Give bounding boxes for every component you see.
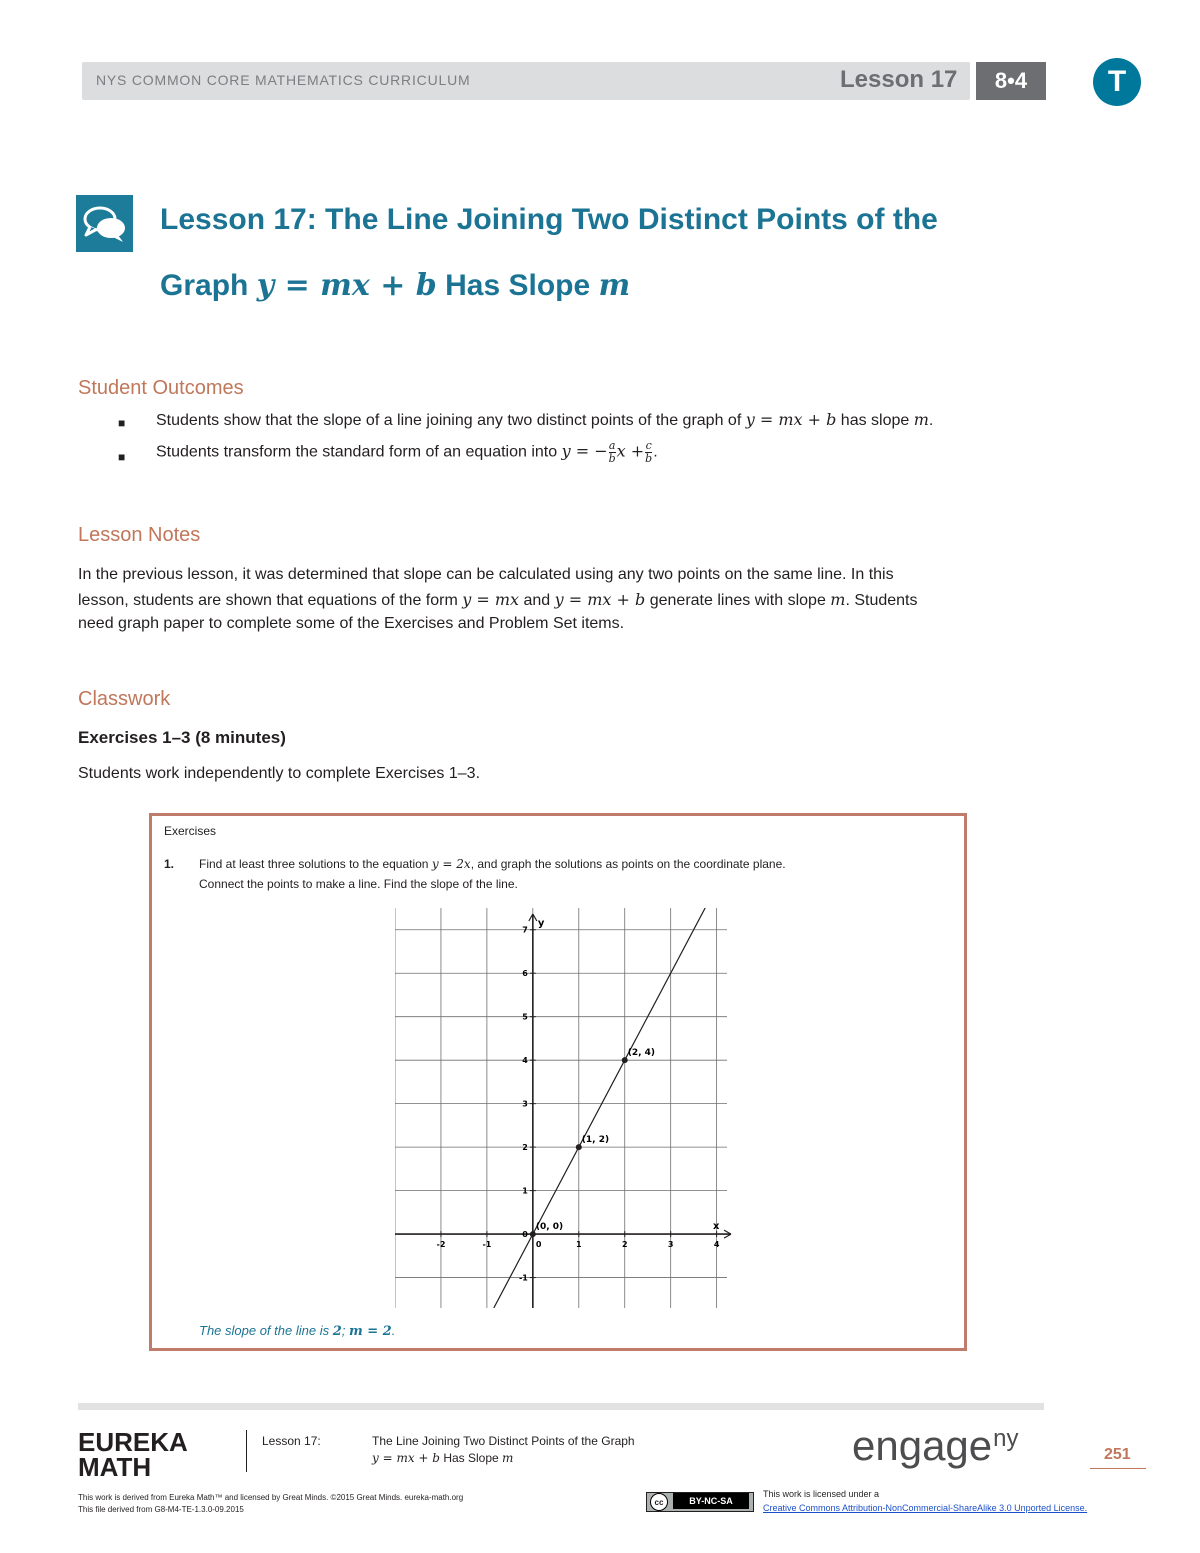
module-badge: 8•4 xyxy=(976,62,1046,100)
y-tick-label: -1 xyxy=(518,1273,528,1283)
x-tick-label: 4 xyxy=(713,1240,720,1250)
exercise-number: 1. xyxy=(164,857,175,871)
curriculum-name: NYS COMMON CORE MATHEMATICS CURRICULUM xyxy=(96,72,471,88)
footer-title-line2: y = mx + b Has Slope m xyxy=(372,1451,514,1465)
bullet-icon: ■ xyxy=(118,450,126,464)
lesson-title-line1: Lesson 17: The Line Joining Two Distinct Points of the xyxy=(160,203,938,236)
lesson-title-line2: Graph y = mx + b Has Slope m xyxy=(160,268,631,303)
exercise-text-line2: Connect the points to make a line. Find the slope of the line. xyxy=(199,877,518,891)
y-tick-label: 6 xyxy=(522,969,528,979)
page-number: 251 xyxy=(1104,1446,1131,1463)
ticks xyxy=(437,926,720,1283)
y-tick-label: 3 xyxy=(522,1099,528,1109)
x-tick-label: 2 xyxy=(621,1240,628,1250)
y-tick-label: 7 xyxy=(522,925,528,935)
x-tick-label: 1 xyxy=(575,1240,582,1250)
classwork-instructions: Students work independently to complete Exercises 1–3. xyxy=(78,765,481,782)
outcome-2: Students transform the standard form of an equation into y = − $\frac{a}{b}$ x + $\frac{c}{b}$ . xyxy=(156,439,658,465)
cc-badge-label: BY-NC-SA xyxy=(673,1493,749,1509)
footer-lesson-label: Lesson 17: xyxy=(262,1434,321,1448)
point-label: (2, 4) xyxy=(627,1048,656,1059)
x-tick-label: 3 xyxy=(667,1240,674,1250)
teacher-badge: T xyxy=(1093,58,1141,106)
plot-points xyxy=(530,1048,655,1237)
license-link[interactable]: Creative Commons Attribution-NonCommercial-ShareAlike 3.0 Unported License. xyxy=(763,1503,1088,1513)
footer-title-line1: The Line Joining Two Distinct Points of the Graph xyxy=(372,1434,635,1448)
footer-rule xyxy=(78,1403,1044,1410)
y-axis-label: y xyxy=(537,918,545,929)
bullet-icon: ■ xyxy=(118,416,126,430)
exercises-title: Exercises 1–3 (8 minutes) xyxy=(78,728,286,747)
exercise-box-heading: Exercises xyxy=(164,824,217,838)
y-tick-label: 5 xyxy=(522,1012,528,1022)
outcome-1: Students show that the slope of a line joining any two distinct points of the graph of y = mx + b has slope m. xyxy=(156,410,934,429)
lesson-notes-line2: lesson, students are shown that equations of the form y = mx and y = mx + b generate lines with slope m. Students xyxy=(78,590,918,609)
engageny-logo: engage$^{ny}$ xyxy=(852,1422,1019,1469)
x-axis-label: x xyxy=(713,1221,720,1233)
lesson-notes-line3: need graph paper to complete some of the Exercises and Problem Set items. xyxy=(78,615,625,632)
license-text: This work is licensed under a xyxy=(763,1489,880,1499)
cc-icon: cc xyxy=(650,1493,668,1511)
x-tick-label: -1 xyxy=(482,1240,492,1250)
discussion-icon xyxy=(76,195,133,252)
page-number-rule xyxy=(1090,1468,1146,1469)
x-tick-label: -2 xyxy=(436,1240,446,1250)
lesson-notes-line1: In the previous lesson, it was determined that slope can be calculated using any two points on the same line. In this xyxy=(78,566,894,583)
y-tick-label: 0 xyxy=(522,1230,528,1240)
classwork-heading: Classwork xyxy=(78,688,171,710)
lesson-label: Lesson 17 xyxy=(840,66,958,93)
lesson-notes-heading: Lesson Notes xyxy=(78,524,201,546)
student-outcomes-heading: Student Outcomes xyxy=(78,377,244,399)
answer-text: The slope of the line is 2; m = 2. xyxy=(199,1323,396,1339)
point-label: (0, 0) xyxy=(535,1222,564,1233)
exercise-text-line1: Find at least three solutions to the equation y = 2x, and graph the solutions as points on the coordinate plane. xyxy=(199,857,786,871)
derived-notice: This work is derived from Eureka Math™ and licensed by Great Minds. ©2015 Great Minds. eureka-math.org xyxy=(78,1493,464,1502)
coordinate-graph xyxy=(395,908,735,1308)
x-tick-label: 0 xyxy=(535,1240,542,1250)
y-tick-label: 4 xyxy=(522,1056,528,1066)
point-label: (1, 2) xyxy=(581,1135,610,1146)
footer-divider xyxy=(246,1430,247,1472)
file-derived-notice: This file derived from G8-M4-TE-1.3.0-09.2015 xyxy=(78,1505,244,1514)
y-tick-label: 2 xyxy=(522,1143,528,1153)
eureka-math-logo: EUREKA MATH xyxy=(78,1427,188,1482)
y-tick-label: 1 xyxy=(522,1186,528,1196)
